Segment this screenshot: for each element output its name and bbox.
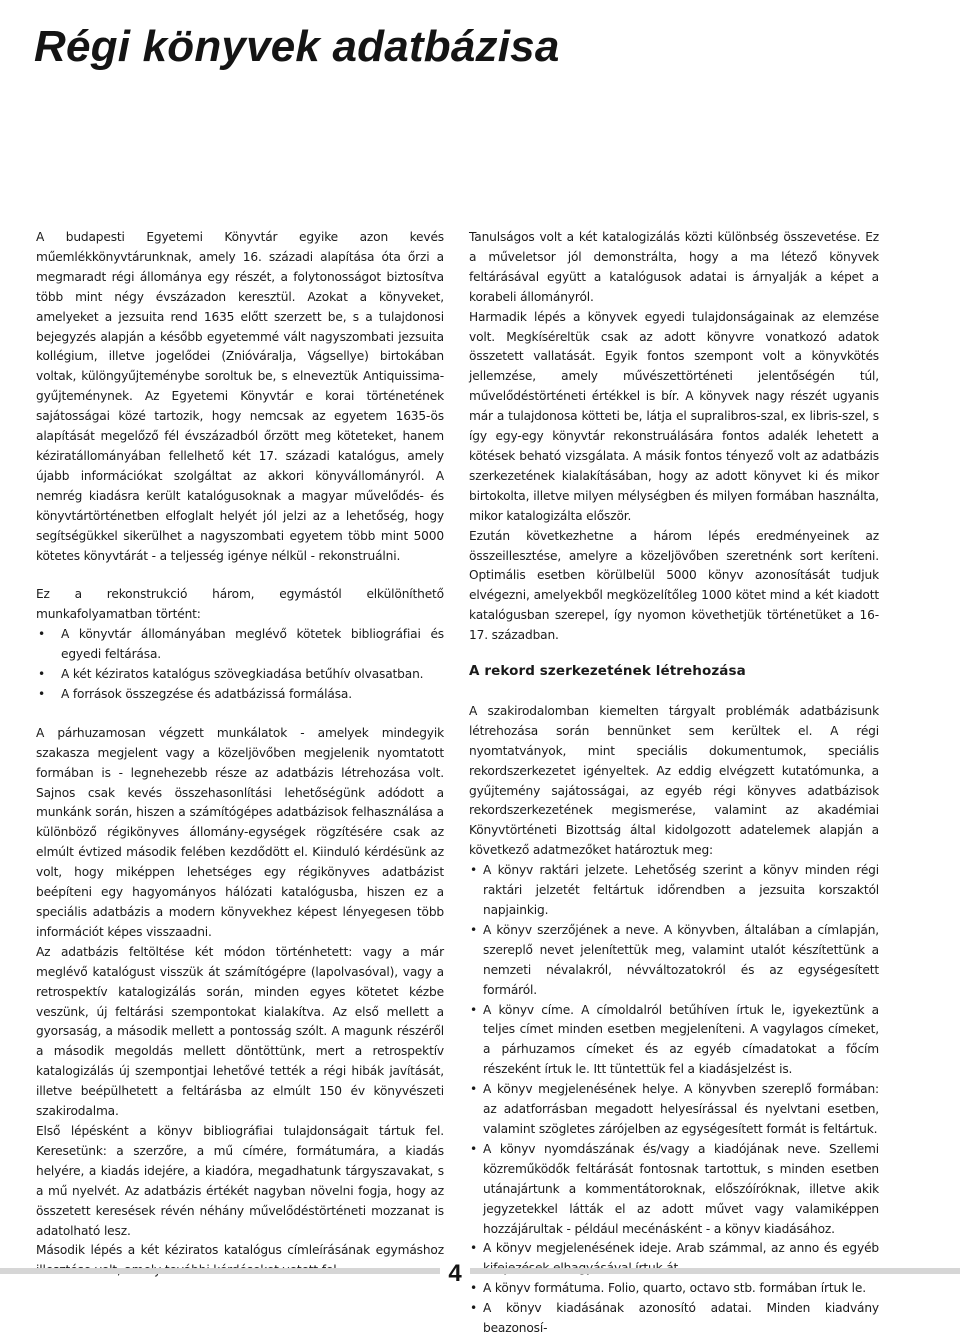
upload-paragraph: Az adatbázis feltöltése két módon történhetett: vagy a már meglévő katalógust visszük át számítógépre (lapolvasóval), vagy a retrospektív katalogizálás során, minden egyes kötetet kézbe veszünk, új feltárási szempontokat kialakítva. Az első mellett a gyorsaság, a második mellett a pontosság szólt. A magunk részéről a második megoldás mellett döntöttünk, mert a retrospektív katalogizálás új szempontjai lehetővé tették a régi hibák javítását, illetve beépülhetett a feltárásba az elmúlt 150 év könyvészeti szakirodalma.	[36, 944, 444, 1119]
reconstruction-paragraph: Ez a rekonstrukció három, egymástól elkülöníthető munkafolyamatban történt:	[36, 587, 444, 622]
list-item: • A könyv címe. A címoldalról betűhíven írtuk le, igyekeztünk a teljes címet minden esetben megjeleníteni. A vagylagos címeket, a párhuzamos címeket és az egyéb címadatokat a főcím részeként írtuk le. Itt tüntettük fel a kiadásjelzést is.	[469, 1001, 879, 1081]
database-paragraph: A párhuzamosan végzett munkálatok - amelyek mindegyik szakasza megjelent vagy a közeljövőben megjelenik nyomtatott formában is - legnehezebb része az adatbázis létrehozása volt. Sajnos csak kevés összehasonlítási lehetőségünk adódott a munkánk során, hiszen a számítógépes adatbázisok felhasználása a különböző régikönyves állomány-egységek rögzítésére csak az elmúlt évtized második felében kezdődött el. Kiinduló kérdésünk az volt, hogy miképpen lehetséges egy régikönyves adatbázist beépíteni egy hagyományos hálózati katalógusba, hiszen ez a speciális adatbázis a modern könyvekhez képest lényegesen több információt képes visszaadni.	[36, 725, 444, 939]
footer-divider	[0, 1268, 960, 1274]
workflow-list	[36, 625, 444, 705]
second-step-paragraph: Második lépés a két kéziratos katalógus címleírásának egymáshoz	[36, 1243, 444, 1258]
list-item: • A könyv kiadásának azonosító adatai. Minden kiadvány beazonosí-	[469, 1299, 879, 1339]
next-step-paragraph: Ezután következhetne a három lépés eredményeinek az összeillesztése, amelyre a közeljövőben szeretnénk sort keríteni. Optimális esetben körülbelül 5000 könyv azonosítását tudjuk elvégezni, amelyekből megközelítőleg 1000 kötet mind a két kiadott katalógusban szerepel, így nyomon követhetjük történetüket a 16-17. században.	[469, 528, 879, 643]
list-item: • A könyvtár állományában meglévő kötetek bibliográfiai és egyedi feltárása.	[36, 625, 444, 665]
list-item: • A könyv formátuma. Folio, quarto, octavo stb. formában írtuk le.	[469, 1279, 879, 1299]
comparison-paragraph: Tanulságos volt a két katalogizálás közti különbség összevetése. Ez a műveletsor jól demonstrálta, hogy a ma létező könyvek feltárásával együtt a katalógusok adatai is árnyalják a képet a korabeli állományról.	[469, 230, 879, 304]
right-column	[469, 228, 879, 1339]
section-heading: A rekord szerkezetének létrehozása	[469, 663, 746, 680]
third-step-paragraph: Harmadik lépés a könyvek egyedi tulajdonságainak az elemzése volt. Megkíséreltük csak az adott könyvre vonatkozó adatok összetett vallatását. Egyik fontos szempont volt a könyvkötés jellemzése, amely művészettörténeti jelentőségén túl, művelődéstörténeti értékkel is bír. A könyvek nagy részét ugyanis már a tulajdonosa kötteti be, látja el supralibros-szal, ex libris-szel, s így egy-egy könyvtár rekonstruálására fontos adalék lehetett a kötések beható vizsgálata. A másik fontos tényező volt az adatbázis szerkezetének kialakításában, hogy az adott könyvet ki és mikor birtokolta, illetve milyen mélységben és milyen formában használta, mikor katalogizálta először.	[469, 309, 879, 523]
list-item: • A könyv megjelenésének ideje. Arab számmal, az anno és egyéb	[469, 1239, 879, 1279]
list-item: • A könyv raktári jelzete. Lehetőség szerint a könyv minden régi raktári jelzetét feltártuk időrendben a jezsuita korszaktól napjainkig.	[469, 861, 879, 921]
list-item: • A források összegzése és adatbázissá formálása.	[36, 685, 444, 705]
list-item: • A könyv szerzőjének a neve. A könyvben, általában a címlapján, szereplő nevet jelenítettük meg, valamint utalót készítettünk a nemzeti névalakról, névváltozatokról és az egységesített formáról.	[469, 921, 879, 1001]
list-item: • A könyv nyomdászának és/vagy a kiadójának neve. Szellemi közreműködők feltárását fontosnak tartottuk, s minden esetben utánajártunk a kommentátoroknak, előszóíróknak, illetve akik jegyzetekkel látták el az adott művet vagy valamiképpen hozzájárultak - például mecénásként - a könyv kiadásához.	[469, 1140, 879, 1240]
first-step-paragraph: Első lépésként a könyv bibliográfiai tulajdonságait tártuk fel. Keresetünk: a szerzőre, a mű címére, formátumára, a kiadás helyére, a kiadás idejére, a kiadóra, megadhatunk tárgyszavakat, s a mű nyelvét. Az adatbázis értékét nagyban növelni fogja, hogy az összetett keresések révén néhány művelődéstörténeti mozzanat is adatolható lesz.	[36, 1123, 444, 1238]
list-item: • A könyv megjelenésének helye. A könyvben szereplő formában: az adatforrásban megadott helyesírással és nyelvtani esetben, valamint szögletes zárójelben az egységesített formát is feltártuk.	[469, 1080, 879, 1140]
intro-paragraph: A budapesti Egyetemi Könyvtár egyike azon kevés műemlékkönyvtárunknak, amely 16. századi alapítása óta őrzi a megmaradt régi állománya egy részét, a folytonosságot biztosítva több mint négy évszázadon keresztül. Azokat a könyveket, amelyeket a jezsuita rend 1635 előtt szerzett be, s a tulajdonosi bejegyzés alapján a később egyetemmé vált nagyszombati jezsuita kollégium, illetve jogelődei (Znióváralja, Vágsellye) birtokában voltak, különgyűjteménybe soroltuk be, s elneveztük Antiquissima-gyűjteménynek. Az Egyetemi Könyvtár e korai történetének sajátosságai közé tartozik, hogy nemcsak az egyetem 1635-ös alapítását megelőző fél évszázadból őrzött meg köteteket, hanem kéziratállományában fellelhető két 17. századi katalógus, amely újabb információkat szolgáltat az akkori könyvállományról. A nemrég kiadásra került katalógusoknak a magyar művelődés- és könyvtártörténetben elfoglalt helyét jól jelzi az a lehetőség, hogy segítségükkel sikerülhet a nagyszombati egyetem több mint 5000 kötetes könyvtárát - a teljesség igénye nélkül - rekonstruálni.	[36, 230, 444, 563]
record-paragraph: A szakirodalomban kiemelten tárgyalt problémák adatbázisunk létrehozása során bennünket sem kerültek el. A régi nyomtatványok, mint speciális dokumentumok, speciális rekordszerkezetet igényeltek. Az eddig elvégzett kutatómunka, a gyűjtemény sajátosságai, az egyéb régi könyves adatbázisok rekordszerkezetének megismerése, valamint az akadémiai Könyvtörténeti Bizottság által kidolgozott adatelemek alapján a következő adatmezőket határoztuk meg:	[469, 703, 879, 858]
page-title: Régi könyvek adatbázisa	[34, 22, 560, 71]
left-column	[36, 228, 444, 1281]
list-item: • A két kéziratos katalógus szövegkiadása betűhív olvasatban.	[36, 665, 444, 685]
page-number: 4	[448, 1260, 462, 1287]
